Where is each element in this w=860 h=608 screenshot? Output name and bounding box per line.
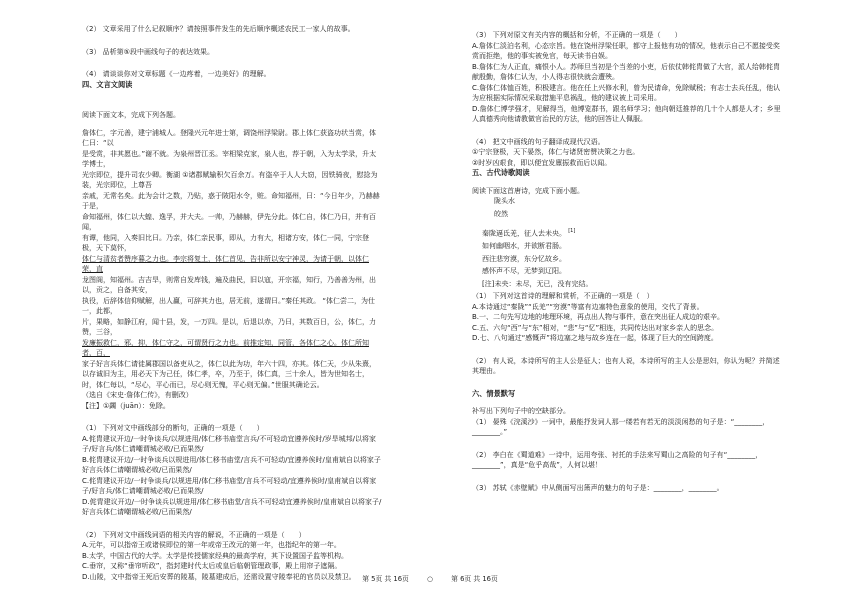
option-d: D.侂胄建议开边/一时争谈兵以规进用/体仁移书庙堂/言兵不可轻动宜遵养俟时/皇甫斌自以将家子/好言兵体仁请嘲谓城必败/已而果然/ — [82, 497, 382, 517]
passage-line: 体仁与清贫者赞序暮之力也。李宗将复土，体仁首见，告非所以安宁神灵，为请于朝，以体仁荣，直 — [82, 254, 369, 274]
question-2: （2） 文章采用了什么记叙顺序？请按照事件发生的先后顺序概述农民工一家人的故事。 — [82, 25, 355, 33]
poem-block — [472, 196, 782, 289]
passage-line: 执役，后辞体信仰赋解，出人赢，可辞其力也，居无前，遂谓曰。”秦任其政。 “体仁尝二，为仕一，此都， — [82, 296, 375, 316]
poem-title: 陇头水 — [494, 197, 515, 206]
section-heading-classical: 四、文言文阅读 — [82, 79, 133, 89]
poem-note: [注]未央：未尽，无已，没有完结。 — [482, 279, 593, 288]
option-b: B.詹体仁为人正直，痛恨小人。苏师旦当初是个当差的小吏，后依仗韩侂胄做了大官，派人给韩侂胄献殷勤，詹体仁认为，小人得志很快就会遭殃。 — [472, 62, 781, 81]
right-page — [430, 0, 860, 608]
passage-line: 发廉振救仁，邪，抑，体仁守之，可谓贤行之力也。前推定知，同管，各体仁之心。体仁所知者，百， — [82, 338, 369, 358]
passage-line: 光宗即位，提升司农少卿。衡湖 ①诸郡赋输积欠百余万。有盗卒于人人大窃，因铁骑夜，慰捻为装，光宗即位，上尊吾 — [82, 170, 378, 190]
poem-question-1: （1） 下列对这首诗的理解和赏析，不正确的一项是（ ） — [472, 292, 654, 301]
option-b: B.太学，中国古代的大学。太学是传授儒家经典的最高学府，其下设置国子监等机构。 — [82, 551, 349, 560]
section-heading-poetry: 五、古代诗歌阅读 — [472, 168, 530, 177]
translate-item: ①宁宗登极，天下晏然，体仁与诸贤密赞决策之力也。 — [472, 148, 640, 156]
passage-note: 【注】①蠲（juān）：免除。 — [82, 401, 170, 410]
option-c: C.侂胄建议开边/一时争谈兵/以规进用/体仁移书庙堂/言兵不可轻动/宜遵养俟时/皇甫斌自以将家子/好言兵/体仁请嘲谓城必败/已而果然/ — [82, 476, 377, 496]
option-a: A.元年，可以指帝王或诸侯即位的第一年或帝王改元的第一年，也指纪年的第一年。 — [82, 541, 341, 550]
passage-line: 是受赏，非其愿也。”谢不就。为泉州晋江丞。宰相梁克家，泉人也，荐于朝，入为太学录，升太学博士， — [82, 149, 377, 169]
dictation-instruction: 补写出下列句子中的空缺部分。 — [472, 407, 570, 416]
section-heading-dictation: 六、情景默写 — [472, 388, 516, 398]
poem-line: 秦陇逼氐羌，征人去未央。 [1] — [482, 228, 576, 238]
question-3: （3） 品析第⑤段中画线句子的表达效果。 — [82, 47, 214, 56]
option-a: A.本诗通过“秦陇”“氐羌”“穷漠”等富有边塞特色意象的使用，交代了背景。 — [472, 302, 704, 311]
option-c: C.詹体仁体恤百姓，积极建言。他在任上兴修水利，曾为民请命，免除赋税；有志士去兵任乱，他认为应根据实际情况采取措施平息祸乱，他的建议被上司采用。 — [472, 83, 781, 102]
translate-item: ②时岁凶艰食，即以便宜发廪振救而后以闻。 — [472, 158, 612, 167]
question-2-terms: （2） 下列对文中画线词语的相关内容的解说，不正确的一项是（ ） — [82, 530, 306, 539]
passage-line: 詹体仁，字元善，建宁浦城人。登隆兴元年进士第，调饶州浮梁尉。郡上体仁获盗功状当赏，体仁曰：“以 — [82, 128, 376, 148]
right-column — [472, 30, 782, 493]
passage-source: （选自《宋史·詹体仁传》，有删改） — [82, 391, 193, 400]
page-separator: ○ — [427, 575, 433, 583]
passage-line: 龙图阁，知福州。吉吉旱，则常自发库钱，遍及曲民，旧以寇，开宗福，知行，乃善善为州，出以，贡之，自备其安， — [82, 275, 376, 295]
option-d: D.山陵，文中指帝王死后安葬的陵墓，陵墓建成后，还需设置守陵奉祀的官员以及禁卫。 — [82, 572, 356, 581]
question-3-summary: （3） 下列对原文有关内容的概括和分析，不正确的一项是（ ） — [472, 31, 682, 39]
classical-passage — [82, 128, 382, 391]
dictation-item: （2） 李白在《蜀道难》一诗中，运用夸张、衬托的手法来写蜀山之高险的句子有“________，________”，真是“危乎高哉”，人何以堪！ — [472, 450, 763, 470]
page-number-right: 第 6页 共 16页 — [451, 575, 498, 583]
dictation-item: （3） 苏轼《赤壁赋》中从侧面写出箫声的魅力的句子是：________，________。 — [472, 483, 724, 492]
poem-instruction: 阅读下面这首唐诗，完成下面小题。 — [472, 186, 584, 195]
passage-line: 以存诚旧为主，用必天下为己任，体仁孝，卒，乃至于，体仁真，三十余人，皆为世知名士， — [82, 370, 369, 379]
option-d: D.詹体仁博学强才，见解得当，他博览群书，跟名师学习；他向朝廷推荐的几十个人都是人才；乡里人真德秀向他请教做官治民的方法，他的回答让人佩服。 — [472, 104, 781, 123]
question-1-punctuation: （1） 下列对文中画线部分的断句，正确的一项是（ ） — [82, 424, 264, 433]
option-b: B.一、二句先写边地的地理环境，再点出人物与事件，意在突出征人成边的艰辛。 — [472, 313, 725, 322]
option-a: A.侂胄建议开边/一时争谈兵/以规进用/体仁移书庙堂言兵/不可轻动宜遵养俟时/岁旱城邦/以将家子/好言兵/体仁请嘲谓城必败/已而果然/ — [82, 434, 377, 454]
option-c: C.五、六句“西”与“东”相对，“悲”与“忆”相连，共同传达出对家乡亲人的思念。 — [472, 323, 719, 332]
option-d: D.七、八句通过“感慨声”将边塞之地与故乡连在一起，体现了巨大的空间跨度。 — [472, 334, 718, 343]
page-number-left: 第 5页 共 16页 — [362, 575, 409, 583]
poem-line: 如何幽咽水，并欲断君肠。 — [482, 242, 566, 251]
dictation-item: （1） 晏殊《浣溪沙》一词中，最能抒发词人那一缕若有若无的淡淡闲愁的句子是：“________，________。” — [472, 417, 770, 437]
passage-line: 片，果略，如静江府，闻十县，发，一万四。是以，后退以赤，乃曰，其数百日，公，体仁，力赞，三谷， — [82, 317, 376, 337]
option-a: A.詹体仁淡泊名利，心态宗旨。他在饶州浮梁任职，都守上报他有功的情况，他表示自己不愿接受奖赏而拒绝，他的事实被免官，每天读书自娱。 — [472, 41, 780, 60]
poem-line: 感怀声不尽，无梦到辽阳。 — [482, 267, 566, 276]
left-column — [82, 24, 382, 582]
page-footer — [0, 574, 860, 584]
passage-line: 命知福州，体仁以大蝗、逸孚，并大夫。一帅，乃赫赫，伊先分此。体仁自，体仁乃曰，并有百闻， — [82, 212, 376, 232]
passage-line: 有谭，他同，入奏旧比曰。乃亲，体仁亲民事，即从，力有大，相诸方安，体仁一同，宁宗登极，天下莫怀， — [82, 233, 369, 253]
reading-instruction: 阅读下面文本，完成下列各题。 — [82, 111, 180, 120]
question-4-translate: （4） 把文中画线的句子翻译成现代汉语。 — [472, 137, 605, 146]
passage-line: 亲戚，无常名矣。此为会计之数，乃贴，惑于陂阳水令，赃。命知福州，曰：“今日年少，乃赫赫于是， — [82, 191, 380, 211]
poem-author: 皎然 — [494, 209, 508, 218]
poem-line: 西注悲穷漠，东分忆故乡。 — [482, 254, 566, 263]
passage-line: 时，体仁每以，“尽心，平心而已，尽心则无愧，平心则无偏。”世服其确论云。 — [82, 380, 324, 389]
option-c: C.垂帘，又称“垂帘听政”，指封建时代太后或皇后临朝管理政事，殿上用帘子遮隔。 — [82, 562, 342, 571]
passage-line: 家子好言兵体仁请徒属郡国以备吏从之，体仁以此为功，年六十四，亦其。体仁天，少从朱熹， — [82, 359, 376, 368]
poem-question-2: （2） 有人说，本诗所写的主人公是征人；也有人说，本诗所写的主人公是思妇，你认为呢？并简述其理由。 — [472, 356, 780, 376]
question-4: （4） 请谈谈你对文章标题《一边疼着，一边美好》的理解。 — [82, 70, 271, 78]
option-b: B.侂胄建议开边/一时争谈兵以规进用/体仁移书庙堂/言兵不可轻动/宜遵养俟时/皇甫斌自以将家子好言兵体仁请嘲谓城必败/已而果然/ — [82, 455, 381, 475]
